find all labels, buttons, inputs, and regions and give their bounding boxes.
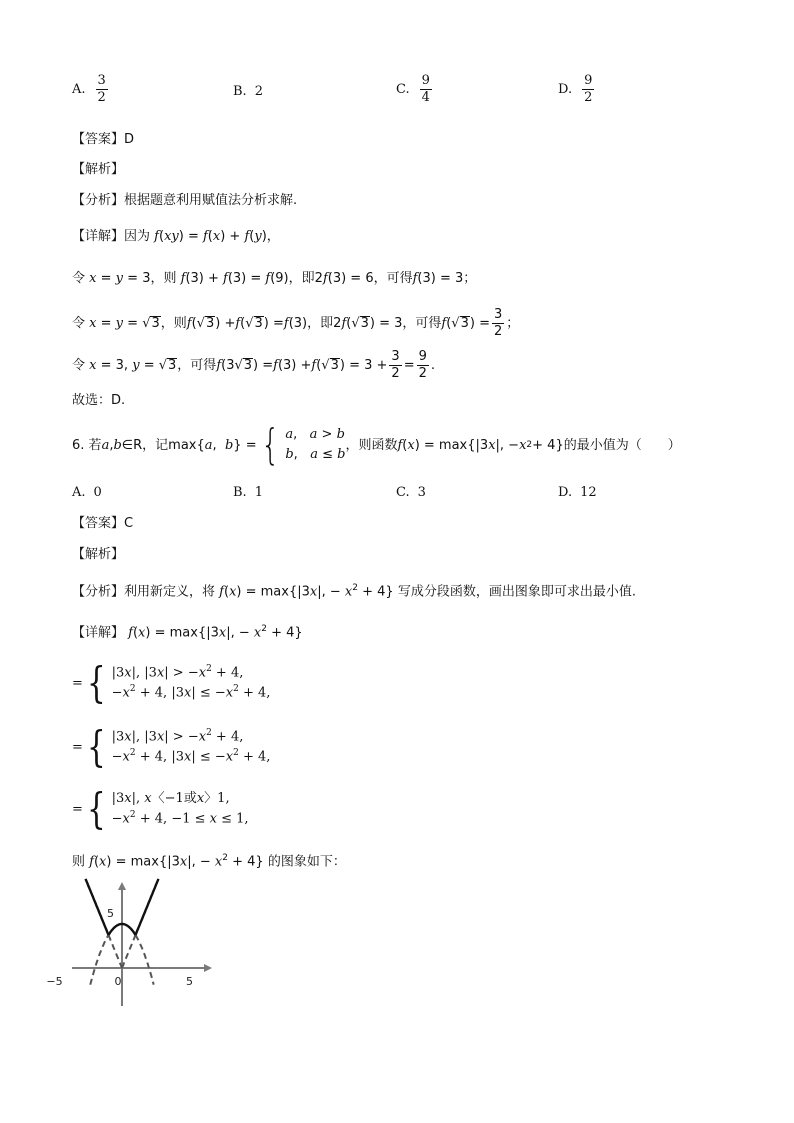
q6-option-c[interactable]: C. 3 (396, 485, 426, 500)
x-tick-label: 5 (186, 975, 193, 988)
function-graph (46, 880, 216, 1010)
q5-step1: 令 x = y = 3，则 f(3) + f(3) = f(9)，即2f(3) = 6，可得f(3) = 3； (72, 271, 477, 286)
x-axis-arrow (204, 964, 212, 972)
piecewise-2: = { |3x|, $|3x| > -x^2 + 4$, $-x^2 + 4$, $|3x| \le -x^2 + 4$, (72, 722, 271, 771)
x-tick-label: −5 (46, 975, 63, 988)
q6-xiangjie: 【详解】 f(x) = max{|3x|, − $x^2 + 4$} (72, 624, 303, 641)
piecewise-1: = { |3x|, $|3x| > -x^2 + 4$, $-x^2 + 4$, $|3x| \le -x^2 + 4$, (72, 658, 271, 707)
fraction: $\frac{9}{4}$ (421, 73, 430, 105)
solid-left-branch (86, 879, 109, 935)
graph-intro: 则 f(x) = max{|3x|, − $x^2 + 4$} 的图象如下： (72, 853, 346, 870)
q6-option-b[interactable]: B. 1 (233, 485, 263, 500)
q5-step2: 令 x = y = √ 3 ，则 f (√ 3 ) + f (√ 3 ) = f (3) ，即 2 f (√ 3 ) = 3 ，可得 f (√ 3 ) = $\frac{3}{2}$ ； (72, 307, 520, 339)
q5-option-a[interactable]: A. $\frac{3}{2}$ (72, 73, 106, 105)
dashed-parabola-right (136, 935, 154, 985)
fraction: $\frac{9}{2}$ (584, 73, 593, 105)
q5-option-b[interactable]: B. 2 (233, 84, 263, 99)
q5-fenxi: 【分析】根据题意利用赋值法分析求解. (72, 193, 298, 208)
q6-stem: 6. 若 a , b ∈R ，记 max{ a , b } = { a, a > b b, a ≤ b ，则函数 f ( x ) = max{|3 x |, − x 2 + 4} 的最小值为（ ） (72, 420, 681, 469)
q6-answer: 【答案】C (72, 516, 134, 531)
q5-conclusion: 故选：D. (72, 393, 126, 408)
q5-step3: 令 x = 3, y = √ 3 ，可得 f (3√ 3 ) = f (3) + f (√ 3 ) = 3 + $\frac{3}{2}$ = $\frac{9}{2}$ . (72, 349, 436, 381)
q6-jiexi-heading: 【解析】 (72, 547, 125, 562)
q5-answer: 【答案】D (72, 132, 135, 147)
dashed-abs-right (122, 935, 136, 968)
q5-xiangjie-line: 【详解】因为 f(xy) = f(x) + f(y)， (72, 229, 280, 244)
q5-option-d[interactable]: D. $\frac{9}{2}$ (558, 73, 593, 105)
x-tick-label: 0 (114, 975, 122, 988)
piecewise-3: = { |3x|, x〈−1或x〉1, $-x^2 + 4$, −1 ≤ x ≤ 1, (72, 784, 249, 833)
q6-option-a[interactable]: A. 0 (72, 485, 102, 500)
q5-option-c[interactable]: C. $\frac{9}{4}$ (396, 73, 430, 105)
q6-option-d[interactable]: D. 12 (558, 485, 597, 500)
q6-fenxi: 【分析】利用新定义，将 f(x) = max{|3x|, − $x^2 + 4$} 写成分段函数，画出图象即可求出最小值. (72, 583, 636, 600)
q5-jiexi-heading: 【解析】 (72, 162, 125, 177)
graph-tick-labels (46, 907, 193, 988)
solid-right-branch (136, 879, 159, 935)
y-axis-arrow (118, 882, 126, 890)
dashed-abs-left (109, 935, 123, 968)
y-tick-label: 5 (107, 907, 114, 920)
fraction: $\frac{3}{2}$ (97, 73, 106, 105)
dashed-parabola-left (90, 935, 108, 985)
